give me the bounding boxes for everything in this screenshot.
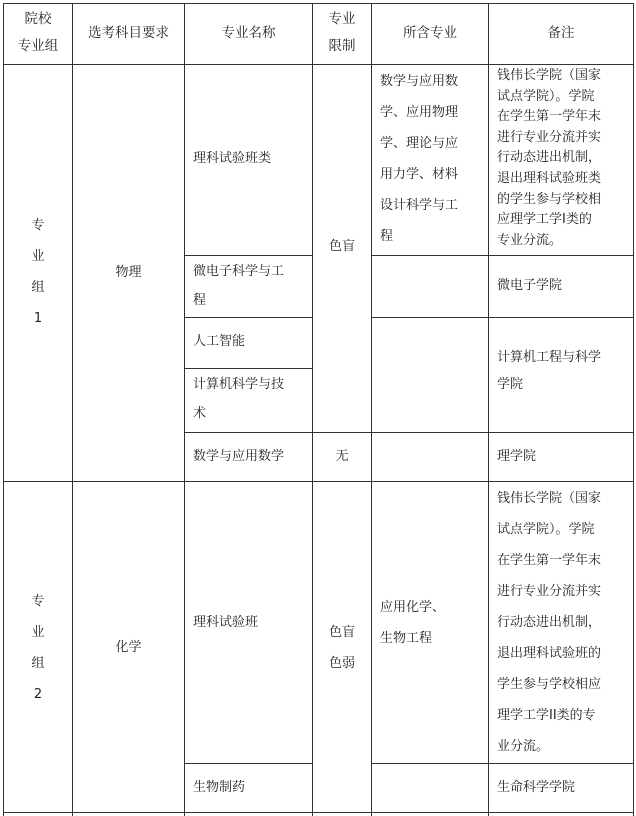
grid-line (3, 64, 634, 65)
grid-line (3, 812, 634, 813)
limit-cell: 色盲 色弱 (328, 625, 355, 671)
included-cell: 应用化学、 生物工程 (380, 600, 446, 646)
major-cell: 微电子科学与工 程 (193, 264, 285, 308)
grid-line (371, 255, 634, 256)
major-cell: 数学与应用数学 (193, 449, 285, 464)
major-cell: 人工智能 (193, 334, 246, 349)
group-label: 专 业 组 1 (31, 218, 45, 326)
note-cell: 钱伟长学院（国家 试点学院）。学院 在学生第一学年末 进行专业分流并实 行动态进出机制， 退出理科试验班类 的学生参与学校相 应理学工学I类的 专业分流。 (497, 68, 602, 248)
subject-cell: 物理 (115, 265, 142, 280)
note-cell: 理学院 (497, 449, 537, 464)
grid-line (3, 3, 634, 4)
header-group: 院校 专业组 (17, 11, 59, 54)
included-cell: 数学与应用数 学、应用物理 学、理论与应 用力学、材料 设计科学与工 程 (380, 74, 459, 244)
note-cell: 计算机工程与科学 学院 (497, 350, 602, 392)
subject-cell: 化学 (115, 640, 142, 655)
header-major: 专业名称 (221, 25, 276, 41)
header-limit: 专业 限制 (328, 11, 356, 54)
grid-line (184, 432, 634, 433)
major-cell: 理科试验班 (193, 615, 259, 630)
grid-line (3, 481, 634, 482)
limit-cell: 无 (335, 449, 349, 464)
grid-line (72, 3, 73, 816)
grid-line (371, 3, 372, 816)
major-cell: 理科试验班类 (193, 151, 272, 166)
header-included: 所含专业 (403, 25, 457, 41)
grid-line (184, 3, 185, 816)
major-cell: 生物制药 (193, 780, 246, 795)
grid-line (184, 317, 312, 318)
grid-line (184, 255, 312, 256)
grid-line (312, 3, 313, 816)
limit-cell: 色盲 (328, 239, 355, 254)
grid-line (371, 763, 634, 764)
grid-line (488, 3, 489, 816)
group-label: 专 业 组 2 (31, 594, 45, 702)
note-cell: 微电子学院 (497, 278, 563, 293)
grid-line (371, 317, 634, 318)
grid-line (184, 368, 312, 369)
note-cell: 钱伟长学院（国家 试点学院）。学院 在学生第一学年末 进行专业分流并实 行动态进出机制， 退出理科试验班的 学生参与学校相应 理学工学II类的专 业分流。 (497, 491, 602, 754)
header-note: 备注 (547, 25, 575, 41)
grid-line (184, 763, 312, 764)
major-cell: 计算机科学与技 术 (193, 377, 285, 421)
note-cell: 生命科学学院 (497, 780, 576, 795)
grid-line (633, 3, 634, 816)
header-subject: 选考科目要求 (88, 25, 169, 41)
